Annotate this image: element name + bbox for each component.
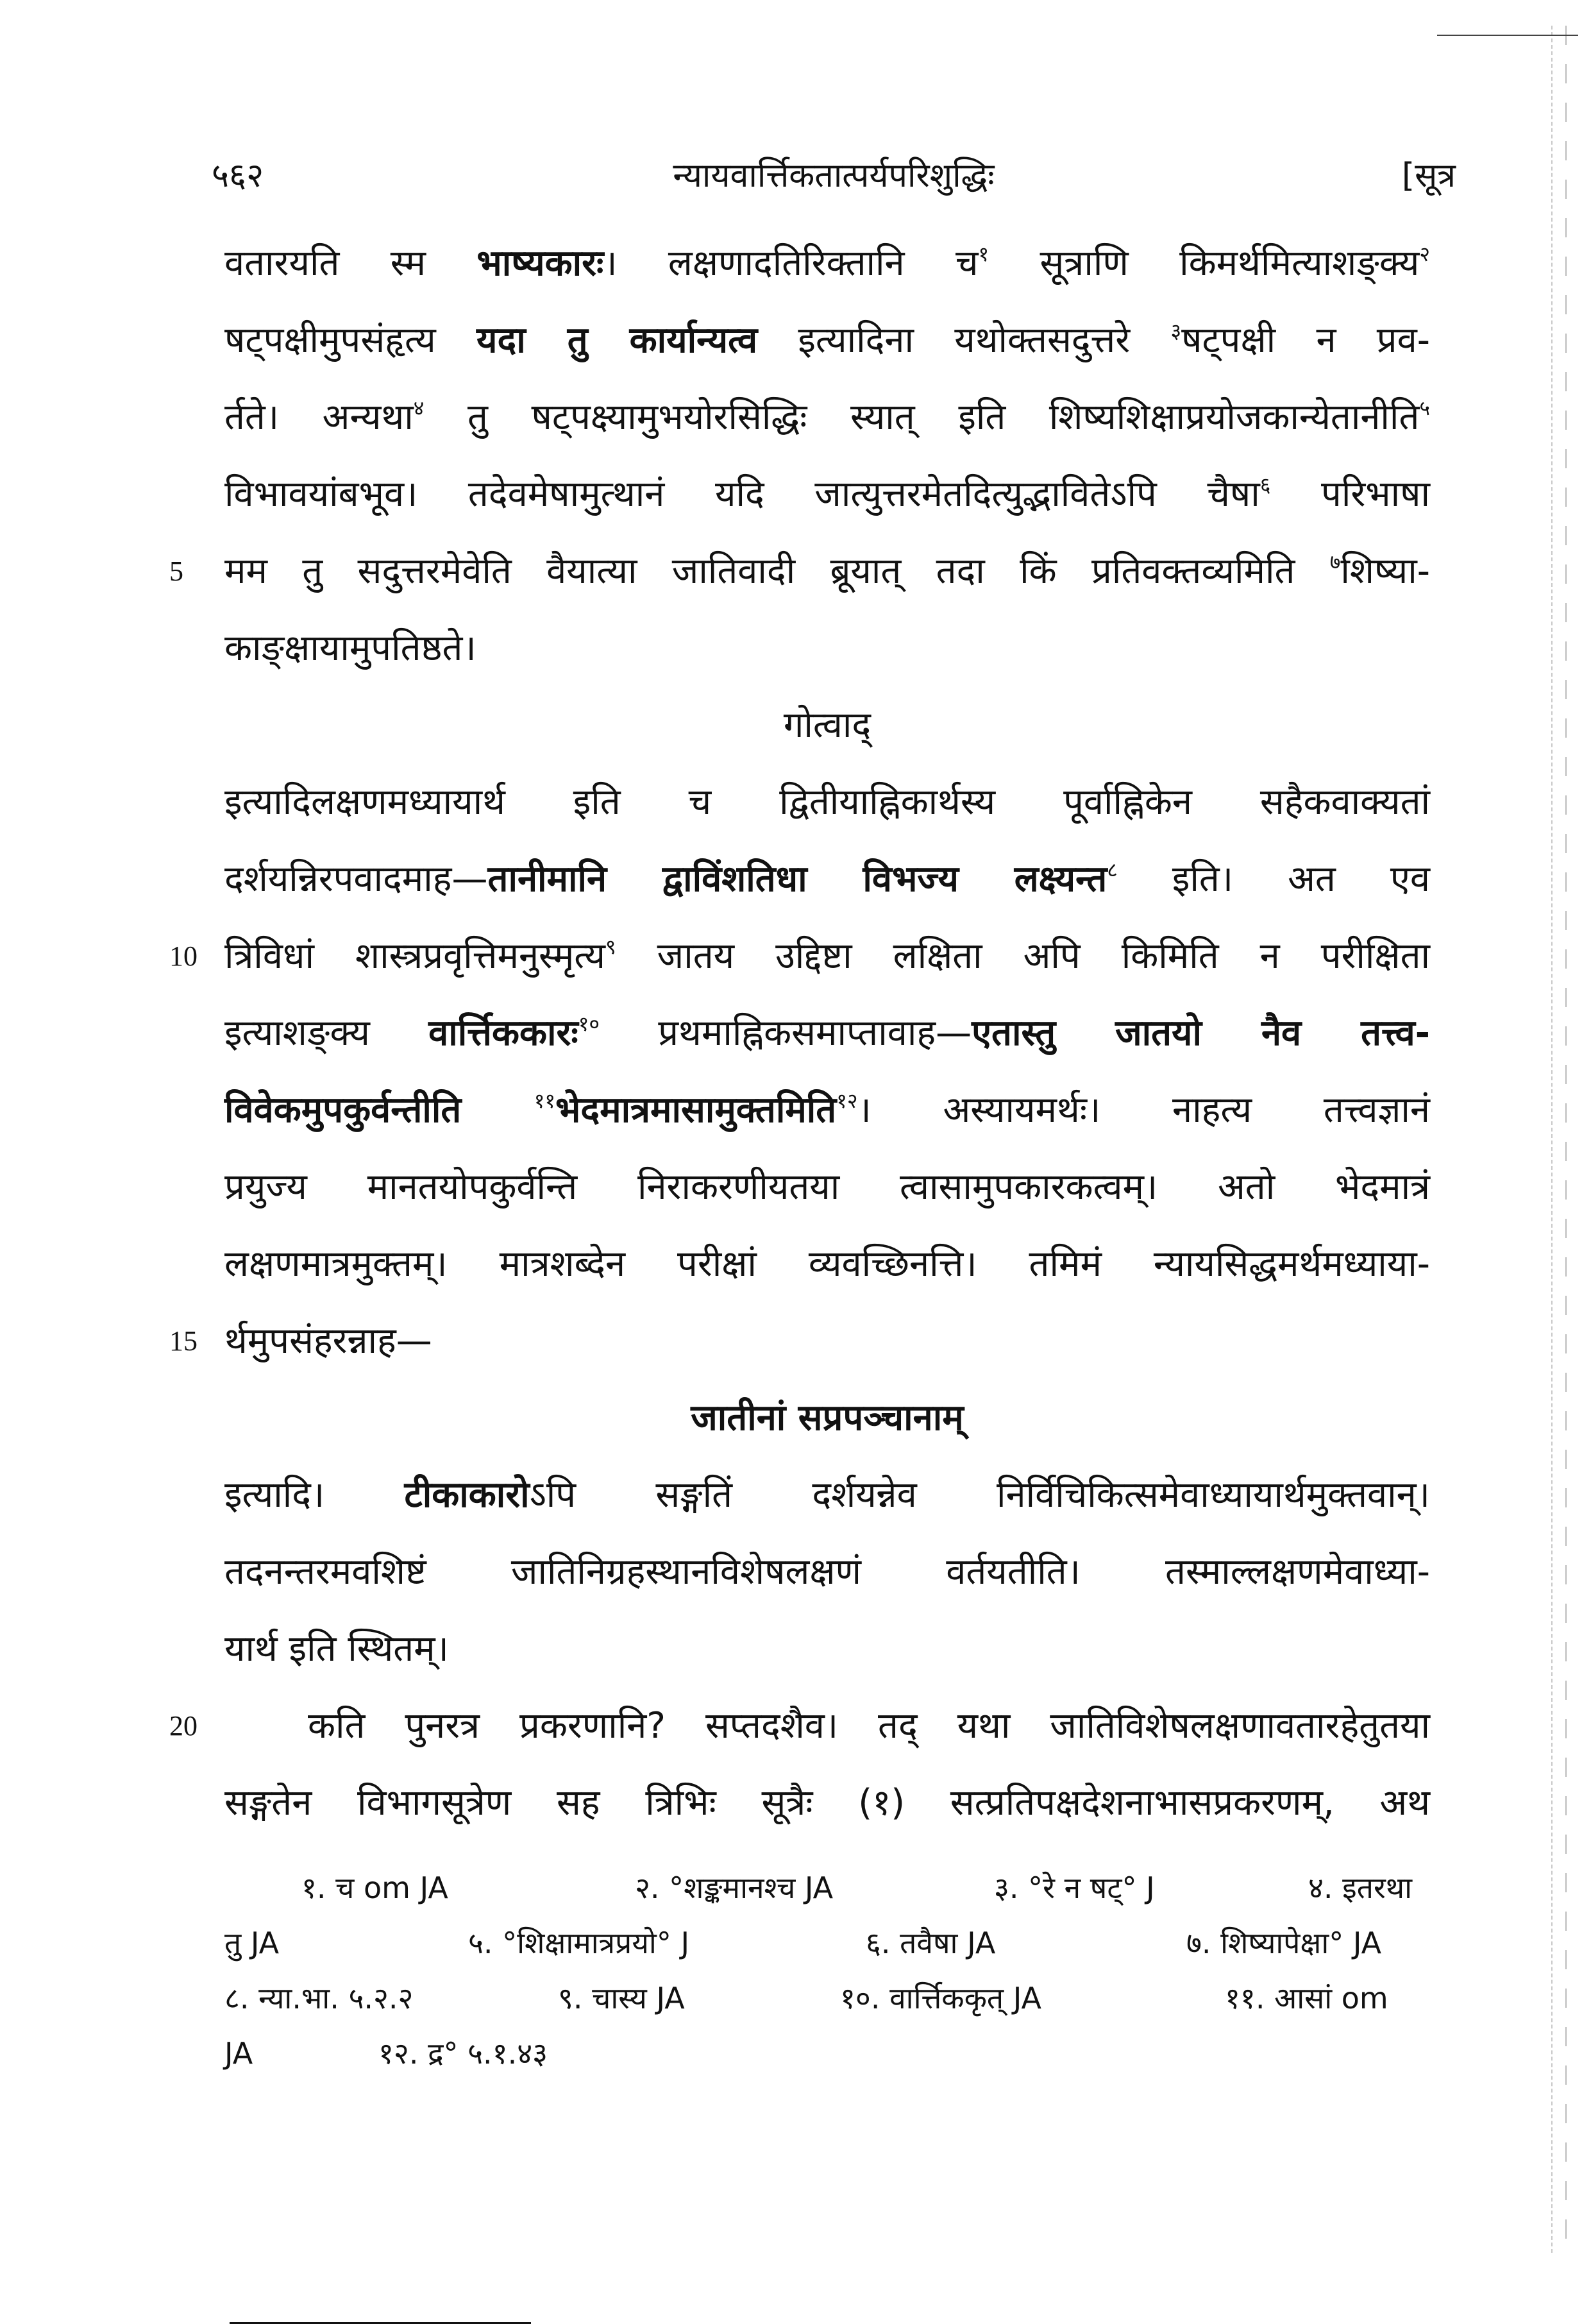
footnotes-row-1 xyxy=(224,1860,1430,1915)
text-line-11: विवेकमुपकुर्वन्तीति $^{११}$भेदमात्रमासामुक्तमिति$^{१२}$। अस्यायमर्थः। नाहत्य तत्त्वज्ञानं xyxy=(224,1089,1430,1131)
footnote-ref: ३ xyxy=(1170,319,1182,343)
line-number: 15 xyxy=(169,1325,198,1357)
text-line-8: दर्शयन्निरपवादमाह—तानीमानि द्वाविंशतिधा विभज्य लक्ष्यन्त$^८$ इति। अत एव xyxy=(224,858,1430,900)
line-number: 5 xyxy=(169,556,183,587)
footnote: २. °शङ्कमानश्च JA xyxy=(635,1870,834,1905)
text-line-6: काङ्क्षायामुपतिष्ठते। xyxy=(224,627,476,669)
footnote-ref: ८ xyxy=(1107,858,1118,882)
footnote-ref: १२ xyxy=(836,1089,858,1113)
footnote-ref: १ xyxy=(978,242,989,266)
bold-term: टीकाकारो xyxy=(404,1474,530,1516)
footnote: तु JA xyxy=(224,1926,280,1960)
footnote: १. च om JA xyxy=(301,1870,448,1905)
footnote: १२. द्र° ५.१.४३ xyxy=(378,2036,548,2071)
footnote-ref: ७ xyxy=(1329,550,1341,574)
bold-quote: यदा तु कार्यान्यत्व xyxy=(476,319,758,361)
footnote: ९. चास्य JA xyxy=(558,1981,685,2015)
text-line-3: र्तते। अन्यथा$^४$ तु षट्पक्ष्यामुभयोरसिद्धिः स्यात् इति शिष्यशिक्षाप्रयोजकान्येतानीति$^५$ xyxy=(224,396,1431,438)
page-number: ५६२ xyxy=(212,157,264,195)
running-header xyxy=(212,151,1456,203)
text-line-19: सङ्गतेन विभागसूत्रेण सह त्रिभिः सूत्रैः (१) सत्प्रतिपक्षदेशनाभासप्रकरणम्, अथ xyxy=(224,1782,1430,1824)
bold-quote: विवेकमुपकुर्वन्तीति xyxy=(224,1089,534,1131)
section-marker: [सूत्र xyxy=(1401,157,1456,195)
text-line-4: विभावयांबभूव। तदेवमेषामुत्थानं यदि जात्युत्तरमेतदित्युद्भावितेऽपि चैषा$^६$ परिभाषा xyxy=(224,473,1431,515)
text-line-18: कति पुनरत्र प्रकरणानि? सप्तदशैव। तद् यथा जातिविशेषलक्षणावतारहेतुतया xyxy=(308,1705,1430,1747)
text-line-9: त्रिविधां शास्त्रप्रवृत्तिमनुस्मृत्य$^९$ जातय उद्दिष्टा लक्षिता अपि किमिति न परीक्षिता xyxy=(224,935,1430,977)
text-line-7: इत्यादिलक्षणमध्यायार्थ इति च द्वितीयाह्निकार्थस्य पूर्वाह्निकेन सहैकवाक्यतां xyxy=(224,781,1430,823)
footnotes-row-3 xyxy=(224,1971,1430,2026)
footnote-ref: १० xyxy=(578,1012,600,1036)
text-line-17: यार्थ इति स्थितम्। xyxy=(224,1628,449,1670)
text-line-5: मम तु सदुत्तरमेवेति वैयात्या जातिवादी ब्रूयात् तदा किं प्रतिवक्तव्यमिति $^७$शिष्या- xyxy=(224,550,1430,592)
footnotes-row-4 xyxy=(224,2026,1430,2081)
line-number: 10 xyxy=(169,940,198,972)
footnote: ६. तवैषा JA xyxy=(866,1926,996,1960)
line-number: 20 xyxy=(169,1710,198,1742)
footnote-ref: ४ xyxy=(413,396,425,420)
bold-term: भाष्यकारः xyxy=(476,242,604,284)
footnote-ref: ११ xyxy=(534,1089,556,1113)
text-line-2: षट्पक्षीमुपसंहृत्य यदा तु कार्यान्यत्व इत्यादिना यथोक्तसदुत्तरे $^३$षट्पक्षी न प्रव- xyxy=(224,319,1431,361)
quoted-heading-1: गोत्वाद् xyxy=(783,704,871,746)
bold-quote: तानीमानि द्वाविंशतिधा विभज्य लक्ष्यन्त xyxy=(487,858,1107,900)
footnote: JA xyxy=(224,2036,253,2071)
footnote: ८. न्या.भा. ५.२.२ xyxy=(224,1981,414,2015)
text-line-15: इत्यादि। टीकाकारोऽपि सङ्गतिं दर्शयन्नेव निर्विचिकित्समेवाध्यायार्थमुक्तवान्। xyxy=(224,1474,1430,1516)
footnote: ३. °रे न षट्° J xyxy=(994,1870,1155,1905)
footnote-ref: ६ xyxy=(1259,473,1271,497)
text-line-1: वतारयति स्म भाष्यकारः। लक्षणादतिरिक्तानि च$^१$ सूत्राणि किमर्थमित्याशङ्क्य$^२$ xyxy=(224,242,1431,284)
footnote-ref: २ xyxy=(1419,242,1431,266)
footnote-ref: ५ xyxy=(1419,396,1431,420)
page-edge-margin xyxy=(1551,26,1591,2253)
text-line-12: प्रयुज्य मानतयोपकुर्वन्ति निराकरणीयतया त्वासामुपकारकत्वम्। अतो भेदमात्रं xyxy=(224,1166,1430,1208)
bold-quote: एतास्तु जातयो नैव तत्त्व- xyxy=(972,1012,1430,1054)
quoted-heading-2: जातीनां सप्रपञ्चानाम् xyxy=(691,1397,964,1439)
text-line-13: लक्षणमात्रमुक्तम्। मात्रशब्देन परीक्षां व्यवच्छिनत्ति। तमिमं न्यायसिद्धमर्थमध्याया- xyxy=(224,1243,1430,1285)
footnote: ५. °शिक्षामात्रप्रयो° J xyxy=(468,1926,690,1960)
bold-quote: भेदमात्रमासामुक्तमिति xyxy=(555,1089,837,1131)
bold-term: वार्त्तिककारः xyxy=(428,1012,578,1054)
text-line-14: र्थमुपसंहरन्नाह— xyxy=(224,1320,432,1362)
footnote: ७. शिष्यापेक्षा° JA xyxy=(1186,1926,1382,1960)
footnote-ref: ९ xyxy=(605,935,616,959)
text-line-16: तदनन्तरमवशिष्टं जातिनिग्रहस्थानविशेषलक्षणं वर्तयतीति। तस्माल्लक्षणमेवाध्या- xyxy=(224,1551,1430,1593)
footnote: १०. वार्त्तिककृत् JA xyxy=(840,1981,1041,2015)
footnote: ४. इतरथा xyxy=(1308,1870,1413,1905)
footnotes-row-2 xyxy=(224,1915,1430,1971)
book-title: न्यायवार्त्तिकतात्पर्यपरिशुद्धिः xyxy=(673,157,995,195)
text-line-10: इत्याशङ्क्य वार्त्तिककारः$^{१०}$ प्रथमाह्निकसमाप्तावाह—एतास्तु जातयो नैव तत्त्व- xyxy=(224,1012,1430,1054)
footnote: ११. आसां om xyxy=(1225,1981,1388,2015)
